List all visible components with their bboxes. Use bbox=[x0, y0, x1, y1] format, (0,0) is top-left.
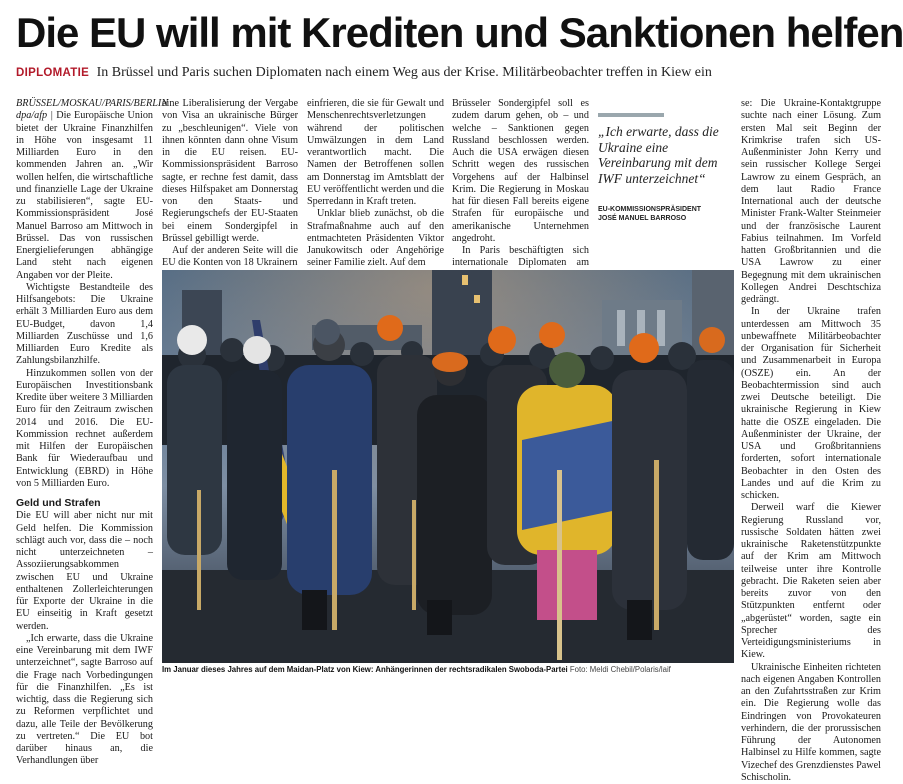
pullquote-source bbox=[598, 205, 738, 223]
pullquote-source-role: EU-KOMMISSIONSPRÄSIDENT bbox=[598, 205, 738, 214]
article-paragraph: In Paris beschäftigten sich internationale Diplomaten am bbox=[452, 245, 589, 282]
pullquote-source-name: JOSÉ MANUEL BARROSO bbox=[598, 214, 738, 223]
subline-text: In Brüssel und Paris suchen Diplomaten nach einem Weg aus der Krise. Militärbeobachter treffen in Kiew ein bbox=[97, 65, 712, 80]
news-photo bbox=[162, 270, 734, 663]
dateline: BRÜSSEL/MOSKAU/PARIS/BERLIN dpa/afp | bbox=[16, 98, 168, 121]
article-paragraph: „Ich erwarte, dass die Ukraine eine Vereinbarung mit dem IWF unterzeichnet“, sagte Barroso auf die Frage nach Vorbedingungen für die Finanzhilfen. „Es ist wichtig, dass die Regierung sich zu Reformen verpflichtet und dazu, alle Teile der Bevölkerung zu vertreten.“ Die EU bot darüber hinaus an, die Verhandlungen über bbox=[16, 633, 153, 768]
article-paragraph: BRÜSSEL/MOSKAU/PARIS/BERLIN dpa/afp | Die Europäische Union bietet der Ukraine Finanzhilfen in Höhe von insgesamt 11 Milliarden Euro in den kommenden Jahren an. „Wir wollen helfen, die wirtschaftliche und finanzielle Lage der Ukraine zu stabilisieren“, sagte EU-Kommissionspräsident José Manuel Barroso am Mittwoch in Brüssel. Das von russischen Energielieferungen abhängige Land steht nach eigenen Angaben vor der Pleite. bbox=[16, 98, 153, 282]
article-column-3 bbox=[307, 98, 444, 266]
maidan-protest-photo bbox=[162, 270, 734, 663]
photo-credit: Foto: Meldi Chebil/Polaris/laif bbox=[570, 665, 671, 674]
photo-caption bbox=[162, 665, 734, 675]
article-paragraph: Die EU will aber nicht nur mit Geld helfen. Die Kommission schlägt auch vor, dass die – noch nicht unterzeichneten – Assoziierungsabkommen zwischen EU und Ukraine enthaltenen Zollerleichterungen für Exporte der Ukraine in die EU einseitig in Kraft gesetzt werden. bbox=[16, 510, 153, 633]
article-paragraph: Auf der anderen Seite will die EU die Konten von 18 Ukrainern bbox=[162, 245, 298, 270]
article-paragraph: Unklar blieb zunächst, ob die Strafmaßnahme auch auf den entmachteten Präsidenten Viktor Janukowitsch oder Angehörige seiner Familie zielt. Auf dem bbox=[307, 208, 444, 269]
article-paragraph: Derweil warf die Kiewer Regierung Russland vor, russische Soldaten hätten zwei ukrainische Raketenstützpunkte auf der Krim am Mittwoch teilweise unter ihre Kontrolle gebracht. Die Raketen seien aber bereits zuvor von den Stützpunkten entfernt oder „abgerüstet“ worden, sagte ein Sprecher des Verteidigungsministeriums in Kiew. bbox=[741, 502, 881, 661]
article-column-4 bbox=[452, 98, 589, 266]
article-column-2 bbox=[162, 98, 298, 266]
article-paragraph: Ukrainische Einheiten richteten nach eigenen Angaben Kontrollen an den Zufahrtsstraßen zur Krim ein. Die Regierung wolle das Eindringen von Provokateuren verhindern, die der prorussischen Führung der Autonomen Halbinsel zu Hilfe kommen, sagte Vizechef des Grenzdienstes Pawel Schischolin. bbox=[741, 662, 881, 784]
pullquote-text: „Ich erwarte, dass die Ukraine eine Vereinbarung mit dem IWF unterzeichnet“ bbox=[598, 124, 734, 186]
article-paragraph: Brüsseler Sondergipfel soll es zudem darum gehen, ob – und welche – Sanktionen gegen Russland beschlossen werden. Auch die USA erwägen diesen Schritt wegen des russischen Vorgehens auf der Halbinsel Krim. Die Regierung in Moskau hat für diesen Fall bereits eigene Strafen für europäische und amerikanische Unternehmen angedroht. bbox=[452, 98, 589, 245]
subheading: Geld und Strafen bbox=[16, 497, 153, 509]
article-column-5 bbox=[741, 98, 881, 683]
article-paragraph: eine Liberalisierung der Vergabe von Visa an ukrainische Bürger zu „beschleunigen“. Viele von ihnen könnten dann ohne Visum in die EU reisen. EU-Kommissionspräsident Barroso sagte, er rechne fest damit, dass dieses Hilfspaket am Donnerstag von den Staats- und Regierungschefs der EU-Staaten bei einem Sondergipfel in Brüssel gebilligt werde. bbox=[162, 98, 298, 245]
kicker: DIPLOMATIE bbox=[16, 67, 89, 79]
pullquote-rule bbox=[598, 113, 664, 117]
article-paragraph: einfrieren, die sie für Gewalt und Menschenrechtsverletzungen während der politischen Umwälzungen in dem Land verantwortlich macht. Die Namen der Betroffenen sollen am Donnerstag im Amtsblatt der EU veröffentlicht werden und die Sperredann in Kraft treten. bbox=[307, 98, 444, 208]
article-paragraph: In der Ukraine trafen unterdessen am Mittwoch 35 unbewaffnete Militärbeobachter der Organisation für Sicherheit und Zusammenarbeit in Europa (OSZE) ein. An der Beobachtermission sind auch zwei Deutsche beteiligt. Die ukrainische Regierung in Kiew hatte die OSZE eingeladen. Die Außenminister der Ukraine, der USA und Großbritanniens forderten, sofort internationale Beobachter in den Osten des Landes und auf die Krim zu schicken. bbox=[741, 306, 881, 502]
caption-text: Im Januar dieses Jahres auf dem Maidan-Platz von Kiew: Anhängerinnen der rechtsradikalen Swoboda-Partei bbox=[162, 665, 568, 674]
article-paragraph: se: Die Ukraine-Kontaktgruppe suchte nach einer Lösung. Zum ersten Mal seit Beginn der Krimkrise trafen sich US-Außenminister John Kerry und sein russischer Kollege Sergei Lawrow zu einem Gespräch, an dem laut Radio France International auch der deutsche Minister Frank-Walter Steinmeier und der französische Laurent Fabius teilnahmen. Im Vorfeld hatten Großbritannien und die USA Lawrow zu einer Begegnung mit dem ukrainischen Kollegen Andrei Deschtschiza gedrängt. bbox=[741, 98, 881, 306]
article-column-1 bbox=[16, 98, 153, 683]
article-paragraph: Wichtigste Bestandteile des Hilfsangebots: Die Ukraine erhält 3 Milliarden Euro aus dem EU-Budget, davon 1,4 Milliarden Zuschüsse und 1,6 Milliarden Euro Kredite als Zahlungsbilanzhilfe. bbox=[16, 282, 153, 368]
headline: Die EU will mit Krediten und Sanktionen helfen bbox=[16, 8, 886, 58]
subline bbox=[16, 64, 886, 82]
article-paragraph: Hinzukommen sollen von der Europäischen Investitionsbank Kredite über weitere 3 Milliarden Euro für den Zeitraum zwischen 2014 und 2016. Die EU-Kommission rechnet außerdem mit Hilfen der Europäischen Bank für Wiederaufbau und Entwicklung (EBRD) in Höhe von 5 Milliarden Euro. bbox=[16, 368, 153, 491]
